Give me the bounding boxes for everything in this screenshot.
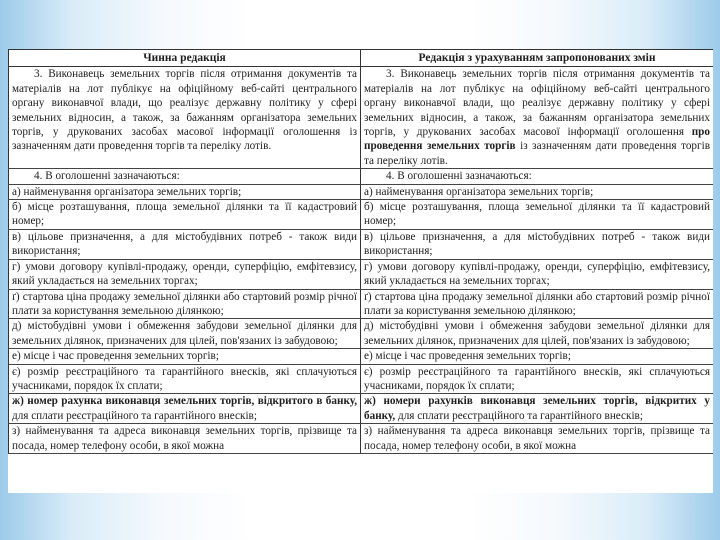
proposed-cell: 3. Виконавець земельних торгів після отримання документів та матеріалів на лот публікує на офіційному веб-сайті центрального органу виконавчої влади, що реалізує державну політику у сфері земельних відносин, а також, за бажанням організатора земельних торгів, у друкованих засобах масової інформації оголошення про проведення земельних торгів із зазначенням дати проведення торгів та переліку лотів.: [361, 67, 714, 169]
current-cell: є) розмір реєстраційного та гарантійного внесків, які сплачуються учасниками, порядок їх сплати;: [9, 364, 361, 394]
proposed-cell: а) найменування організатора земельних торгів;: [361, 184, 714, 199]
header-current-edition: Чинна редакція: [9, 50, 361, 67]
current-cell: 4. В оголошенні зазначаються:: [9, 169, 361, 184]
table-row: [9, 349, 714, 364]
current-cell: а) найменування організатора земельних торгів;: [9, 184, 361, 199]
proposed-cell: з) найменування та адреса виконавця земельних торгів, прізвище та посада, номер телефону особи, в якої можна: [361, 424, 714, 454]
proposed-cell: г) умови договору купівлі-продажу, оренди, суперфіцію, емфітевзису, який укладається на земельних торгах;: [361, 259, 714, 289]
header-proposed-edition: Редакція з урахуванням запропонованих змін: [361, 50, 714, 67]
current-cell: д) містобудівні умови і обмеження забудови земельної ділянки для земельних ділянок, призначених для цілей, пов'язаних із забудовою;: [9, 319, 361, 349]
table-row: [9, 200, 714, 230]
proposed-cell: б) місце розташування, площа земельної ділянки та її кадастровий номер;: [361, 200, 714, 230]
table-row: [9, 184, 714, 199]
table-row: [9, 259, 714, 289]
table-row: [9, 169, 714, 184]
proposed-cell: е) місце і час проведення земельних торгів;: [361, 349, 714, 364]
proposed-cell: ґ) стартова ціна продажу земельної ділянки або стартовий розмір річної плати за користування земельною ділянкою;: [361, 289, 714, 319]
current-cell: ґ) стартова ціна продажу земельної ділянки або стартовий розмір річної плати за користування земельною ділянкою;: [9, 289, 361, 319]
table-header-row: [9, 50, 714, 67]
table-row: [9, 319, 714, 349]
table-row: [9, 229, 714, 259]
proposed-cell: 4. В оголошенні зазначаються:: [361, 169, 714, 184]
current-cell: е) місце і час проведення земельних торгів;: [9, 349, 361, 364]
comparison-table: [8, 49, 713, 454]
proposed-cell: д) містобудівні умови і обмеження забудови земельної ділянки для земельних ділянок, призначених для цілей, пов'язаних із забудовою;: [361, 319, 714, 349]
table-row: [9, 364, 714, 394]
current-cell: г) умови договору купівлі-продажу, оренди, суперфіцію, емфітевзису, який укладається на земельних торгах;: [9, 259, 361, 289]
table-row: [9, 424, 714, 454]
proposed-cell: в) цільове призначення, а для містобудівних потреб - також види використання;: [361, 229, 714, 259]
current-cell: б) місце розташування, площа земельної ділянки та її кадастровий номер;: [9, 200, 361, 230]
table-row: [9, 67, 714, 169]
current-cell: 3. Виконавець земельних торгів після отримання документів та матеріалів на лот публікує на офіційному веб-сайті центрального органу виконавчої влади, що реалізує державну політику у сфері земельних відносин, а також, за бажанням організатора земельних торгів, у друкованих засобах масової інформації оголошення із зазначенням дати проведення торгів та переліку лотів.: [9, 67, 361, 169]
proposed-cell: ж) номери рахунків виконавця земельних торгів, відкритих у банку, для сплати реєстраційного та гарантійного внесків;: [361, 394, 714, 424]
current-cell: в) цільове призначення, а для містобудівних потреб - також види використання;: [9, 229, 361, 259]
proposed-cell: є) розмір реєстраційного та гарантійного внесків, які сплачуються учасниками, порядок їх сплати;: [361, 364, 714, 394]
comparison-document: [8, 49, 713, 493]
current-cell: ж) номер рахунка виконавця земельних торгів, відкритого в банку, для сплати реєстраційного та гарантійного внесків;: [9, 394, 361, 424]
table-row: [9, 289, 714, 319]
table-row: [9, 394, 714, 424]
current-cell: з) найменування та адреса виконавця земельних торгів, прізвище та посада, номер телефону особи, в якої можна: [9, 424, 361, 454]
